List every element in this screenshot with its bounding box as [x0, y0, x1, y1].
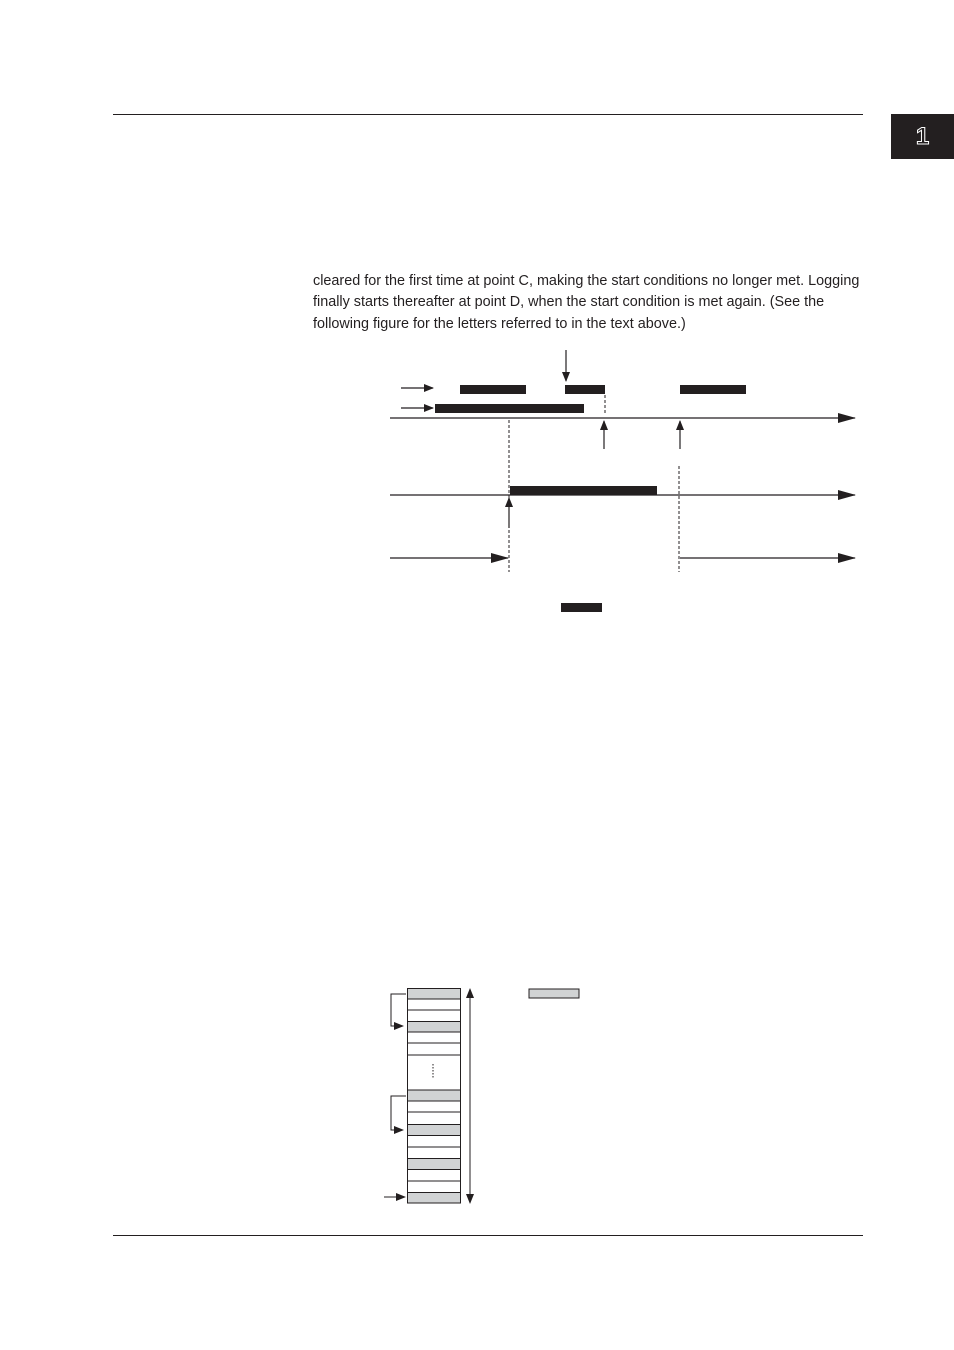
buffer-cell	[408, 1112, 461, 1125]
buffer-cell	[408, 1032, 461, 1043]
paragraph-line-1: cleared for the first time at point C, making the start conditions no longer met. Logging	[313, 273, 860, 289]
buffer-cell-shaded	[408, 1022, 461, 1033]
buffer-cell	[408, 1147, 461, 1159]
buffer-cell-shaded	[408, 1159, 461, 1170]
buffer-cell	[408, 1043, 461, 1055]
paragraph-line-3: following figure for the letters referred to in the text above.)	[313, 315, 686, 332]
bracket-arrow	[391, 994, 406, 1026]
buffer-cell	[408, 1010, 461, 1022]
buffer-cell	[408, 999, 461, 1010]
chapter-number: 1	[915, 122, 930, 150]
buffer-cell	[408, 1170, 461, 1182]
paragraph-line-2: finally starts thereafter at point D, when the start condition is met again. (See the	[313, 294, 825, 311]
buffer-cell-shaded	[408, 989, 461, 1000]
buffer-cell	[408, 1101, 461, 1112]
buffer-cell-shaded	[408, 1193, 461, 1204]
buffer-column	[408, 989, 461, 1204]
buffer-cell-shaded	[408, 1125, 461, 1136]
buffer-cell-shaded	[408, 1090, 461, 1101]
bracket-arrow	[391, 1096, 406, 1130]
buffer-cell	[408, 1181, 461, 1193]
buffer-gap	[408, 1055, 461, 1090]
buffer-cell	[408, 1136, 461, 1148]
legend-shaded-swatch	[529, 989, 579, 998]
